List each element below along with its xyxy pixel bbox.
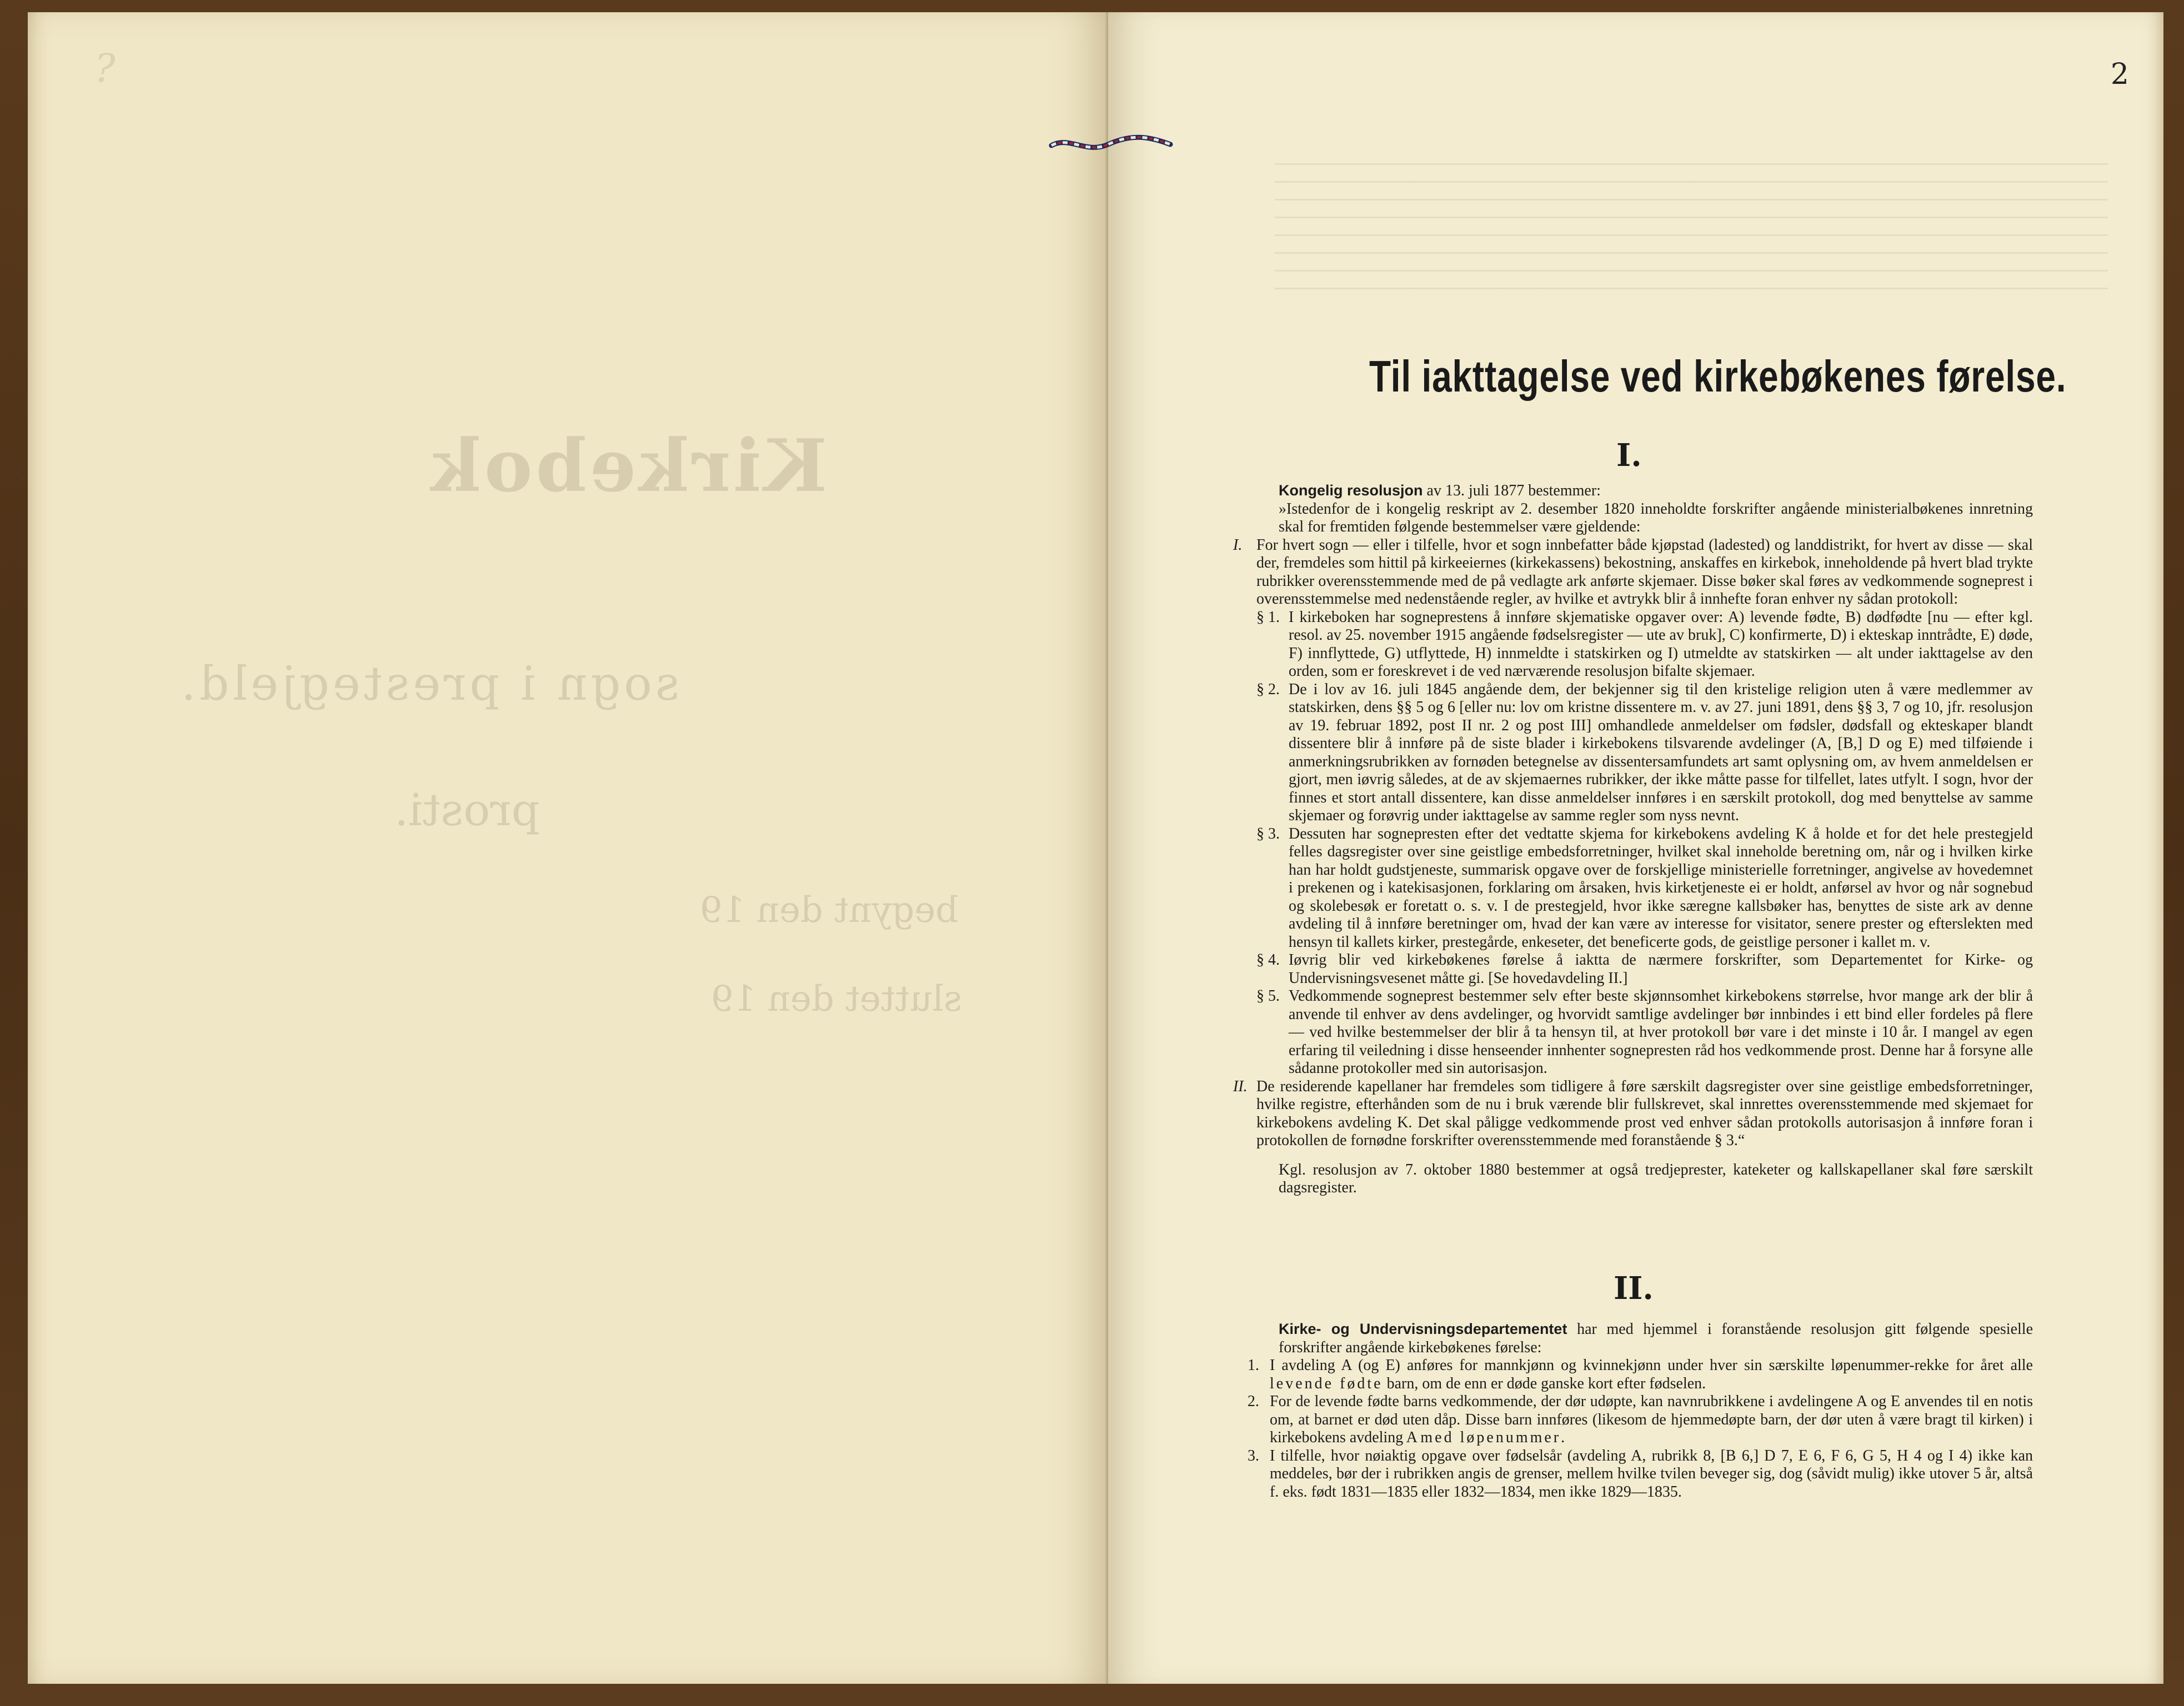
clause-2-mark: II. <box>1233 1077 1248 1095</box>
section-2-lead-bold: Kirke- og Undervisningsdepartementet <box>1279 1321 1567 1337</box>
clause-1-mark: I. <box>1233 536 1243 554</box>
paragraph-3 <box>1233 825 2033 952</box>
rule-item-3 <box>1233 1447 2033 1502</box>
section-2-body <box>1233 1320 2033 1501</box>
rule-text-spaced: med løpenummer <box>1420 1429 1561 1446</box>
binding-cord <box>1047 132 1175 157</box>
clause-2 <box>1233 1078 2033 1150</box>
rule-text <box>1270 1393 2033 1447</box>
paragraph-mark: § 2. <box>1256 680 1280 698</box>
paragraph-list <box>1233 609 2033 1078</box>
lead-paragraph <box>1233 481 2033 500</box>
section-2-heading: II. <box>1614 1270 1654 1307</box>
bleed-prosti: prosti. <box>394 784 540 836</box>
paragraph-mark: § 4. <box>1256 951 1280 969</box>
bleed-title: Kirkebok <box>428 423 828 508</box>
rule-item-1 <box>1233 1357 2033 1393</box>
right-page <box>1108 12 2163 1684</box>
section-2-lead <box>1233 1320 2033 1357</box>
paragraph-text: Iøvrig blir ved kirkebøkenes førelse å iaktta de nærmere forskrifter, som Departementet for Kirke- og Undervisningsvesenet måtte gi. [Se hovedavdeling II.] <box>1289 951 2033 987</box>
rule-text-post: barn, om de enn er døde ganske kort efter fødselen. <box>1382 1374 1706 1392</box>
clause-1 <box>1233 536 2033 609</box>
quote-intro: »Istedenfor de i kongelig reskript av 2. desember 1820 inneholdte forskrifter angående ministerialbøkenes innretning skal for fremtiden følgende bestemmelser være gjeldende: <box>1279 500 2033 535</box>
section-2-lead-rest: har med hjemmel i foranstående resolusjon gitt følgende spesielle forskrifter angående kirkebøkenes førelse: <box>1279 1321 2033 1356</box>
bleed-sluttet: sluttet den 19 <box>711 979 962 1020</box>
left-page <box>28 12 1108 1684</box>
rule-number: 1. <box>1248 1357 1259 1374</box>
lead-bold: Kongelig resolusjon <box>1279 482 1423 499</box>
rule-text <box>1270 1447 2033 1502</box>
lead-rest: av 13. juli 1877 bestemmer: <box>1422 482 1601 499</box>
rule-item-2 <box>1233 1393 2033 1447</box>
page-title: Til iakttagelse ved kirkebøkenes førelse. <box>1369 352 2067 401</box>
clause-1-text: For hvert sogn — eller i tilfelle, hvor et sogn innbefatter både kjøpstad (ladested) og landdistrikt, for hvert av disse — skal der, fremdeles som hittil på kirkeeiernes (kirkekassens) bekostning, anskaffes en kirkebok, inneholdende på hvert blad trykte rubrikker overensstemmende med de på vedlagte ark anførte skjemaer. Disse bøker skal føres av vedkommende sogneprest i overensstemmelse med nedenstående regler, av hvilke et avtrykk blir å innhefte foran enhver ny sådan protokoll: <box>1256 536 2033 608</box>
paragraph-mark: § 3. <box>1256 825 1280 842</box>
paragraph-5 <box>1233 987 2033 1078</box>
paragraph-text: Dessuten har sognepresten efter det vedtatte skjema for kirkebokens avdeling K å holde et for det hele prestegjeld felles dagsregister over sine geistlige embedsforretninger, hvilket skal inneholde beretning om, når og i hvilken kirke han har holdt gudstjeneste, summarisk opgave over de forskjellige ministerielle forretninger, angivelse av hovedemnet i prekenen og i katekisasjonen, forklaring om årsaken, hvis kirketjeneste ei er holdt, anførsel av hvor og når sognebud og skolebesøk er foretatt o. s. v. I de prestegjeld, hvor ikke særegne kallsbøker has, benyttes de siste ark av denne avdeling til å innføre beretninger om, hvad der kan være av interesse for visitator, senere prester og efterslekten med hensyn til kallets kirker, prestegårde, enkeseter, det beneficerte gods, de geistlige personer i kallet m. v. <box>1289 825 2033 951</box>
rule-text-pre: For de levende fødte barns vedkommende, der dør udøpte, kan navnrubrikkene i avdelingene A og E anvendes til en notis om, at barnet er død uten dåp. Disse barn innføres (likesom de hjemmedøpte barn, der dør uten å være bragt til kirken) i kirkebokens avdeling A <box>1270 1393 2033 1446</box>
paragraph-mark: § 5. <box>1256 987 1280 1005</box>
rule-text <box>1270 1357 2033 1393</box>
rule-text-post: . <box>1561 1429 1565 1446</box>
bleed-sogn-line: sogn i prestegjeld. <box>178 656 679 711</box>
paragraph-text: Vedkommende sogneprest bestemmer selv efter beste skjønnsomhet kirkebokens størrelse, hvor mange ark der blir å anvende til enhver av dens avdelinger, og hvorvidt samtlige avdelinger bør innbindes i ett bind eller fordeles på flere — ved hvilke bestemmelser der blir å ta hensyn til, at hver protokoll bør vare i det minste i 10 år. I mangel av egen erfaring til veiledning i disse henseender innhenter sognepresten råd hos vedkommende prost. Denne har å forsyne alle sådanne protokoller med sin autorisasjon. <box>1289 987 2033 1077</box>
bleed-begynt: begynt den 19 <box>700 890 959 931</box>
paragraph-mark: § 1. <box>1256 608 1280 626</box>
clause-2-text: De residerende kapellaner har fremdeles som tidligere å føre særskilt dagsregister over sine geistlige embedsforretninger, hvilke registre, efterhånden som de nu i bruk værende blir fullskrevet, skal innrettes overensstemmende med skjemaet for kirkebokens avdeling K. Det skal påligge vedkommende prost ved enhver sådan protokolls autorisasjon å innføre foran i protokollen de fornødne forskrifter overensstemmende med foranstående § 3.“ <box>1256 1077 2033 1149</box>
rule-text-pre: I tilfelle, hvor nøiaktig opgave over fødselsår (avdeling A, rubrikk 8, [B 6,] D 7, E 6, F 6, G 5, H 4 og I 4) ikke kan meddeles, bør der i rubrikken angis de grenser, mellem hvilke tvilen beveger sig, dog (såvidt mulig) ikke utover 5 år, altså f. eks. født 1831—1835 eller 1832—1834, men ikke 1829—1835. <box>1270 1447 2033 1501</box>
bleed-through-lines <box>1275 151 2108 295</box>
section-1-body <box>1233 481 2033 1197</box>
paragraph-1 <box>1233 609 2033 681</box>
rule-number: 2. <box>1248 1393 1259 1410</box>
closing-note: Kgl. resolusjon av 7. oktober 1880 bestemmer at også tredjeprester, kateketer og kallskapellaner skal føre særskilt dagsregister. <box>1279 1161 2033 1196</box>
paragraph-text: I kirkeboken har sogneprestens å innføre skjematiske opgaver over: A) levende fødte, B) dødfødte [nu — efter kgl. resol. av 25. november 1915 angående fødselsregister — ute av bruk], C) konfirmerte, D) i ekteskap inntrådte, E) døde, F) innflyttede, G) utflyttede, H) innmeldte i statskirken og I) utmeldte av statskirken — alt under iakttagelse av den orden, som er foreskrevet i de ved nærværende resolusjon bifalte skjemaer. <box>1289 608 2033 680</box>
paragraph-4 <box>1233 951 2033 987</box>
rule-number: 3. <box>1248 1447 1259 1464</box>
paragraph-2 <box>1233 681 2033 825</box>
corner-mark: ? <box>94 46 116 91</box>
rule-text-spaced: levende fødte <box>1270 1374 1383 1392</box>
rule-text-pre: I avdeling A (og E) anføres for mannkjønn og kvinnekjønn under hver sin særskilte løpenummer-rekke for året alle <box>1270 1357 2033 1374</box>
page-number: 2 <box>2110 58 2129 91</box>
paragraph-text: De i lov av 16. juli 1845 angående dem, der bekjenner sig til den kristelige religion uten å være medlemmer av statskirken, dens §§ 5 og 6 [eller nu: lov om kristne dissentere m. v. av 27. juni 1891, dens §§ 3, 7 og 10, jfr. resolusjon av 19. februar 1892, post II nr. 2 og post III] omhandlede anmeldelser om fødsler, dødsfall og ekteskaper blandt dissentere blir å innføre på de siste blader i kirkebokens tilsvarende avdelinger (A, [B,] D og E) med tilføiende i anmerkningsrubrikken av fornøden betegnelse av dissentersamfundets art samt oplysning om, av hvem anmeldelsen er gjort, men iøvrig således, at de av skjemaernes rubrikker, der ikke måtte passe for tilfellet, lates utfylt. I sogn, hvor der finnes et stort antall dissentere, kan disse anmeldelser innføres i en særskilt protokoll, dog med benyttelse av samme skjemaer og forøvrig under iakttagelse av samme regler som nyss nevnt. <box>1289 680 2033 824</box>
section-1-heading: I. <box>1616 437 1642 474</box>
rule-list <box>1233 1357 2033 1501</box>
